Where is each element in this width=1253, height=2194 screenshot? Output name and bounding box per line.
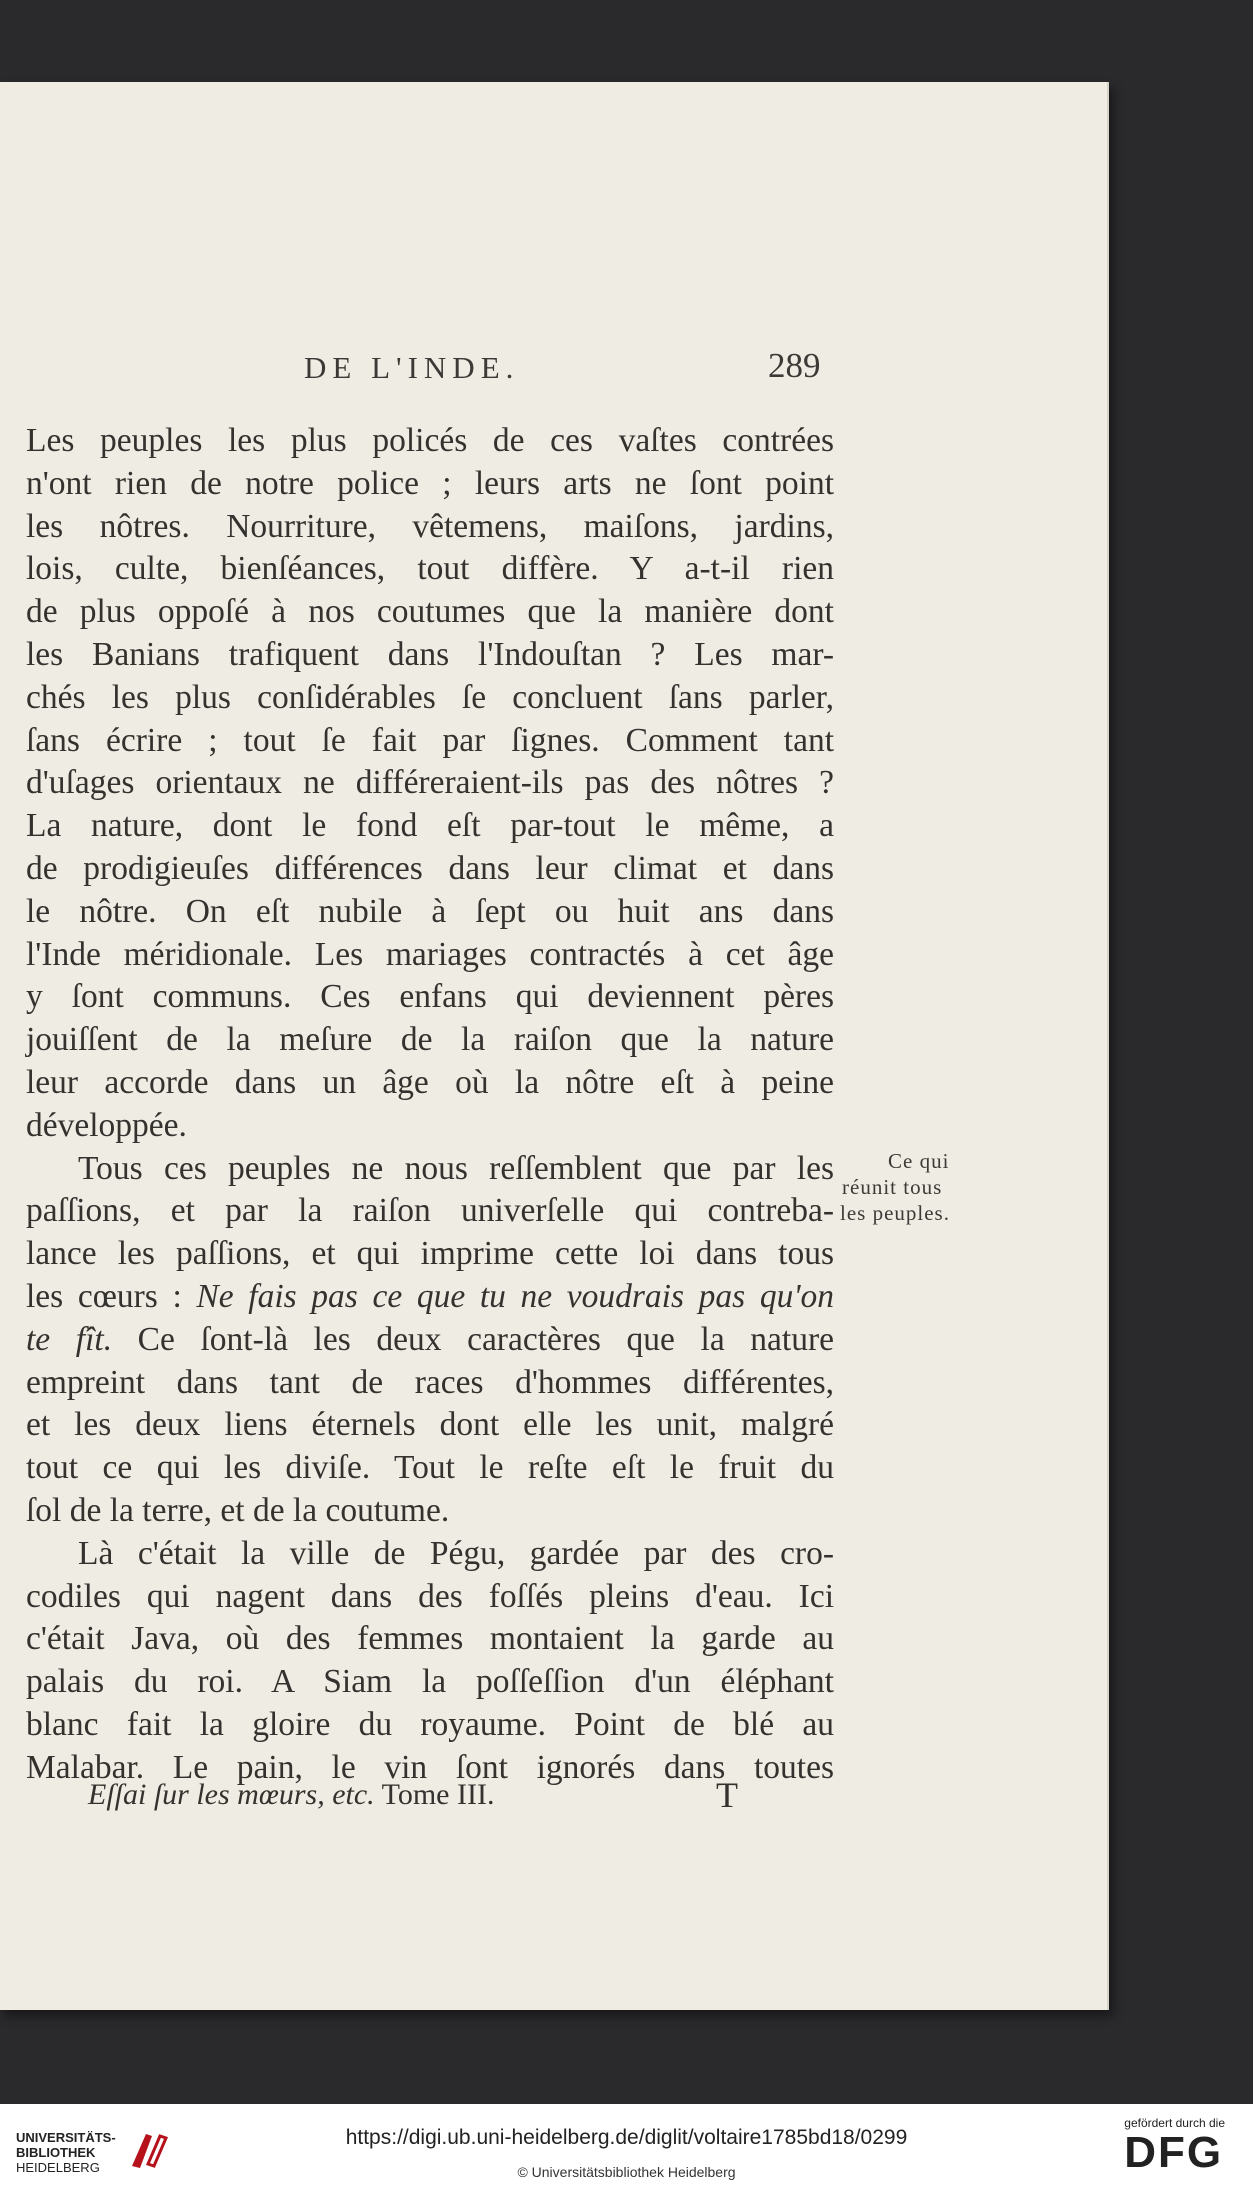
margin-note-line: les peuples. [840, 1201, 950, 1225]
text-line: de plus oppoſé à nos coutumes que la manière dont [26, 593, 834, 631]
text-run: les cœurs : [26, 1277, 197, 1315]
text-line: lois, culte, bienſéances, tout diffère. Y a-t-il rien [26, 550, 834, 588]
margin-note [838, 1148, 973, 1226]
text-line [26, 1276, 834, 1319]
text-line [26, 1319, 834, 1362]
text-line: d'uſages orientaux ne différeraient-ils pas des nôtres ? [26, 764, 834, 802]
library-name-line: UNIVERSITÄTS- [16, 2130, 116, 2145]
footer-bar [0, 2104, 1253, 2194]
text-line: ſol de la terre, et de la coutume. [26, 1491, 450, 1529]
text-line: tout ce qui les diviſe. Tout le reſte eſt le fruit du [26, 1449, 834, 1487]
text-line: ſans écrire ; tout ſe fait par ſignes. Comment tant [26, 721, 834, 759]
body-text [26, 420, 834, 1790]
margin-note-line: Ce qui [888, 1149, 950, 1173]
text-run: Ce ſont-là les deux caractères que la nature [112, 1320, 834, 1358]
text-line: les nôtres. Nourriture, vêtemens, maiſons, jardins, [26, 507, 834, 545]
margin-note-line: réunit tous [842, 1175, 943, 1199]
library-name-line: BIBLIOTHEK [16, 2145, 96, 2160]
text-line: le nôtre. On eſt nubile à ſept ou huit ans dans [26, 892, 834, 930]
signature-line [88, 1778, 494, 1812]
funder-note: gefördert durch die [1124, 2116, 1225, 2130]
text-line: l'Inde méridionale. Les mariages contractés à cet âge [26, 935, 834, 973]
signature-title: Eſſai ſur les mœurs, etc. [88, 1778, 375, 1811]
text-line: codiles qui nagent dans des foſſés pleins d'eau. Ici [26, 1577, 834, 1615]
text-line: de prodigieuſes différences dans leur climat et dans [26, 849, 834, 887]
text-line: Les peuples les plus policés de ces vaſtes contrées [26, 422, 834, 459]
italic-quote: Ne fais pas ce que tu ne voudrais pas qu'on [196, 1277, 834, 1315]
text-line: palais du roi. A Siam la poſſeſſion d'un éléphant [26, 1663, 834, 1701]
text-line: Tous ces peuples ne nous reſſemblent que par les [78, 1149, 834, 1187]
document-url-link[interactable]: https://digi.ub.uni-heidelberg.de/diglit/voltaire1785bd18/0299 [345, 2126, 908, 2149]
signature-mark: T [716, 1775, 738, 1815]
signature-volume: Tome III. [374, 1778, 495, 1811]
text-line: Là c'était la ville de Pégu, gardée par des cro- [78, 1534, 834, 1572]
text-line: Malabar. Le pain, le vin ſont ignorés dans toutes [26, 1748, 834, 1786]
book-page [0, 82, 1109, 2010]
text-line: lance les paſſions, et qui imprime cette loi dans tous [26, 1235, 834, 1273]
text-line: blanc fait la gloire du royaume. Point de blé au [26, 1705, 834, 1743]
text-line: c'était Java, où des femmes montaient la garde au [26, 1620, 834, 1658]
text-line: développée. [26, 1106, 187, 1144]
italic-quote: te fît. [26, 1320, 113, 1358]
text-line: les Banians trafiquent dans l'Indouſtan ? Les mar- [26, 635, 834, 673]
copyright-text: © Universitätsbibliothek Heidelberg [517, 2164, 736, 2180]
dfg-logo: DFG [1124, 2128, 1224, 2177]
text-line: empreint dans tant de races d'hommes différentes, [26, 1363, 834, 1401]
funder-logo[interactable] [1124, 2116, 1225, 2176]
running-head: DE L'INDE. [304, 350, 520, 385]
text-line: y ſont communs. Ces enfans qui deviennent pères [26, 978, 834, 1016]
library-name-line: HEIDELBERG [16, 2160, 100, 2175]
text-line: n'ont rien de notre police ; leurs arts ne ſont point [26, 464, 834, 502]
text-line: paſſions, et par la raiſon univerſelle qui contreba- [26, 1192, 834, 1230]
text-line: et les deux liens éternels dont elle les unit, malgré [26, 1406, 834, 1444]
text-line: leur accorde dans un âge où la nôtre eſt à peine [26, 1063, 834, 1101]
text-line: chés les plus conſidérables ſe concluent ſans parler, [26, 678, 834, 716]
text-line: La nature, dont le fond eſt par-tout le même, a [26, 807, 834, 845]
text-line: jouiſſent de la meſure de la raiſon que la nature [26, 1021, 834, 1059]
page-number: 289 [768, 346, 821, 385]
